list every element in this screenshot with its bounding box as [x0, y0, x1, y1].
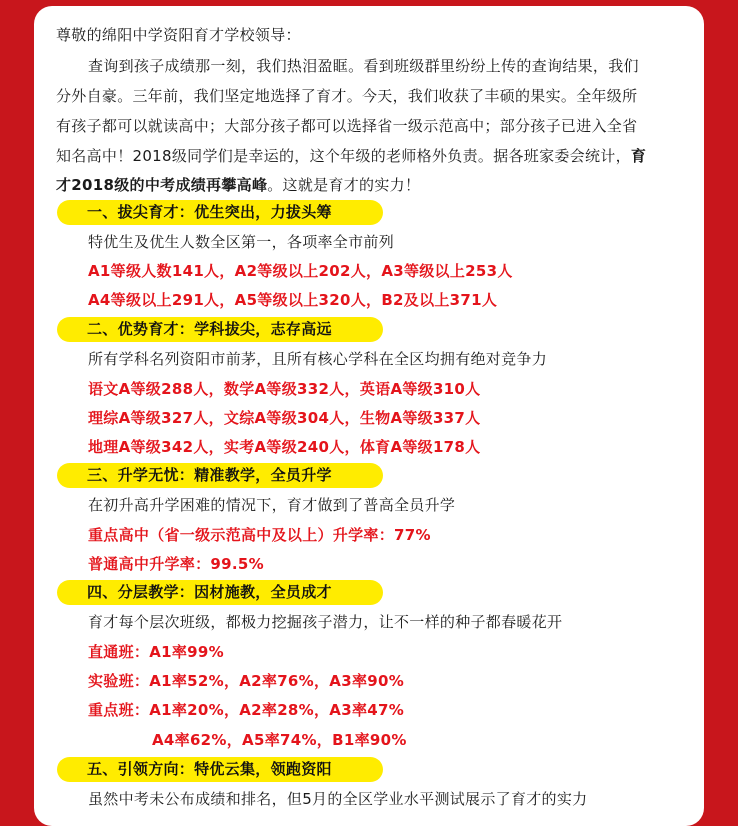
stat-line: A1等级人数141人，A2等级以上202人，A3等级以上253人	[88, 262, 513, 280]
section-description: 虽然中考未公布成绩和排名，但5月的全区学业水平测试展示了育才的实力	[88, 790, 588, 808]
intro-line: 有孩子都可以就读高中；大部分孩子都可以选择省一级示范高中；部分孩子已进入全省	[56, 117, 638, 135]
section-heading: 三、升学无忧：精准教学，全员升学	[57, 463, 383, 488]
stat-line: 重点高中（省一级示范高中及以上）升学率：77%	[88, 526, 431, 544]
section-heading: 二、优势育才：学科拔尖，志存高远	[57, 317, 383, 342]
stat-line: 重点班：A1率20%，A2率28%，A3率47%	[88, 701, 405, 719]
stat-line: 语文A等级288人，数学A等级332人，英语A等级310人	[88, 380, 481, 398]
intro-line: 才2018级的中考成绩再攀高峰。这就是育才的实力！	[56, 176, 421, 194]
stat-line: 普通高中升学率：99.5%	[88, 555, 264, 573]
stat-line: 直通班：A1率99%	[88, 643, 224, 661]
stat-line: 地理A等级342人，实考A等级240人，体育A等级178人	[88, 438, 481, 456]
salutation: 尊敬的绵阳中学资阳育才学校领导：	[56, 26, 301, 44]
section-heading: 一、拔尖育才：优生突出，力拔头筹	[57, 200, 383, 225]
stat-line: 理综A等级327人，文综A等级304人，生物A等级337人	[88, 409, 481, 427]
section-description: 所有学科名列资阳市前茅，且所有核心学科在全区均拥有绝对竞争力	[88, 350, 548, 368]
stat-line: A4率62%，A5率74%，B1率90%	[152, 731, 407, 749]
stat-line: 实验班：A1率52%，A2率76%，A3率90%	[88, 672, 405, 690]
section-description: 特优生及优生人数全区第一，各项率全市前列	[88, 233, 395, 251]
section-description: 育才每个层次班级，都极力挖掘孩子潜力，让不一样的种子都春暖花开	[88, 613, 563, 631]
intro-line: 分外自豪。三年前，我们坚定地选择了育才。今天，我们收获了丰硕的果实。全年级所	[56, 87, 638, 105]
section-heading: 五、引领方向：特优云集，领跑资阳	[57, 757, 383, 782]
section-heading: 四、分层教学：因材施教，全员成才	[57, 580, 383, 605]
section-description: 在初升高升学困难的情况下，育才做到了普高全员升学	[88, 496, 456, 514]
stat-line: A4等级以上291人，A5等级以上320人，B2及以上371人	[88, 291, 498, 309]
intro-line: 查询到孩子成绩那一刻，我们热泪盈眶。看到班级群里纷纷上传的查询结果，我们	[88, 57, 639, 75]
intro-line: 知名高中！2018级同学们是幸运的，这个年级的老师格外负责。据各班家委会统计，育	[56, 147, 647, 165]
